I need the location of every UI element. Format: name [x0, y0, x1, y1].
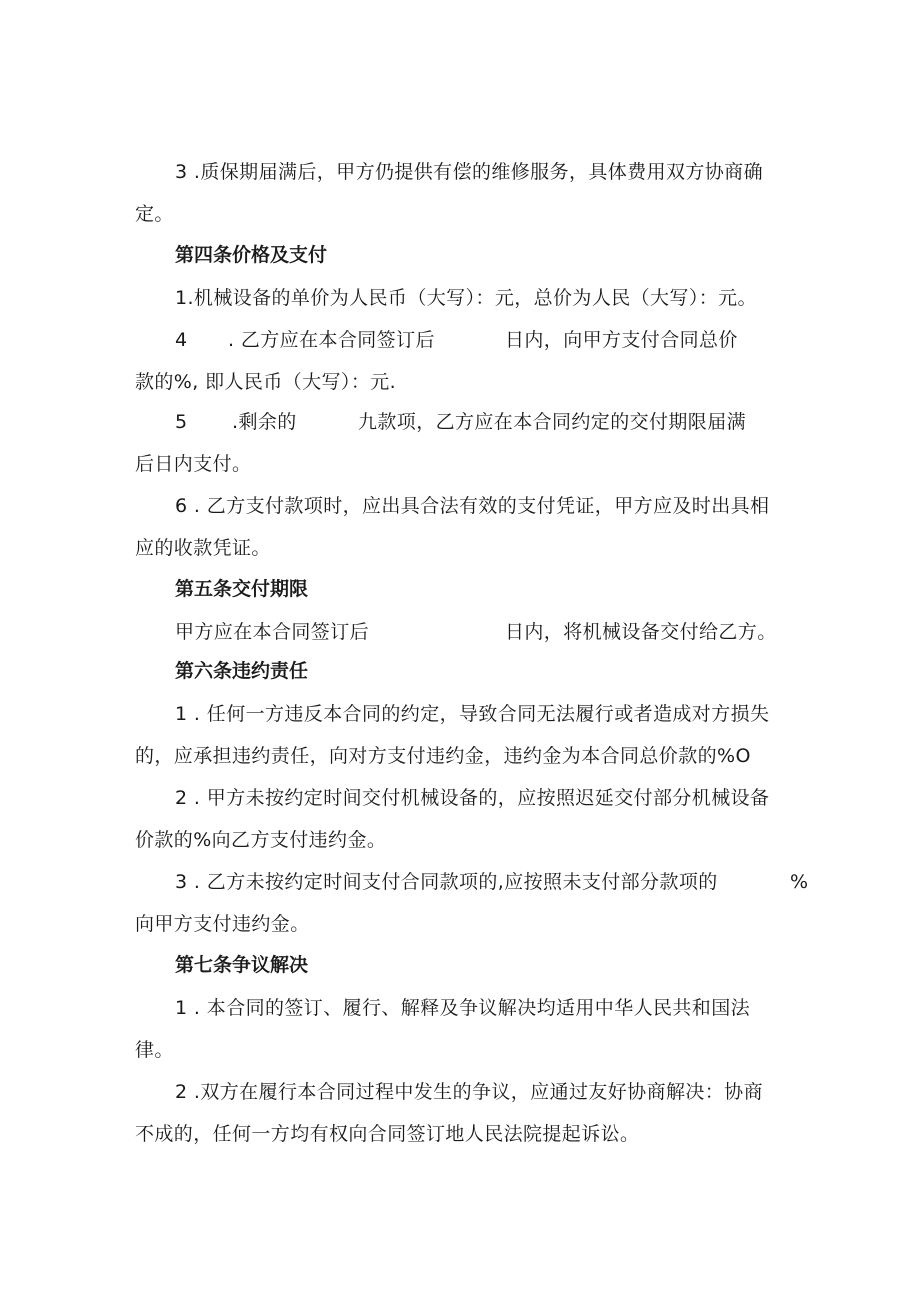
article6-item1-line2: 的，应承担违约责任，向对方支付违约金，违约金为本合同总价款的%O	[135, 745, 751, 767]
article6-item3-text-a: 3 . 乙方未按约定时间支付合同款项的,应按照未支付部分款项的	[175, 871, 718, 893]
article7-item2-line1: 2 .双方在履行本合同过程中发生的争议，应通过友好协商解决：协商	[175, 1081, 763, 1103]
article4-item6-line1: 6 . 乙方支付款项时，应出具合法有效的支付凭证，甲方应及时出具相	[175, 495, 770, 517]
article4-item1: 1.机械设备的单价为人民币（大写）：元，总价为人民（大写）：元。	[175, 287, 757, 309]
article5-text-a: 甲方应在本合同签订后	[175, 621, 370, 643]
article3-item3-line1: 3 .质保期届满后，甲方仍提供有偿的维修服务，具体费用双方协商确	[175, 161, 763, 183]
article7-item1-line2: 律。	[135, 1039, 174, 1061]
article5-text-b: 日内，将机械设备交付给乙方。	[505, 621, 777, 643]
article4-item6-line2: 应的收款凭证。	[135, 537, 271, 559]
article6-item3-line2: 向甲方支付违约金。	[135, 913, 310, 935]
article6-item1-line1: 1 . 任何一方违反本合同的约定，导致合同无法履行或者造成对方损失	[175, 703, 770, 725]
article7-heading: 第七条争议解决	[175, 955, 309, 976]
article4-item4-text-a: . 乙方应在本合同签订后	[228, 329, 435, 351]
article4-item4-text-b: 日内，向甲方支付合同总价	[505, 329, 738, 351]
article7-item1-line1: 1 . 本合同的签订、履行、解释及争议解决均适用中华人民共和国法	[175, 997, 751, 1019]
article4-item4-line2: 款的%, 即人民币（大写）：元.	[135, 371, 397, 393]
article5-heading: 第五条交付期限	[175, 579, 309, 600]
article3-item3-line2: 定。	[135, 203, 174, 225]
article4-item5-text-a: .剩余的	[232, 411, 297, 433]
article6-item3-text-b: %	[790, 871, 809, 893]
article4-item5-number: 5	[175, 411, 188, 433]
article6-heading: 第六条违约责任	[175, 661, 309, 682]
article4-heading: 第四条价格及支付	[175, 245, 328, 266]
article6-item2-line2: 价款的%向乙方支付违约金。	[135, 829, 387, 851]
article4-item5-text-b: 九款项，乙方应在本合同约定的交付期限届满	[358, 411, 747, 433]
article7-item2-line2: 不成的，任何一方均有权向合同签订地人民法院提起诉讼。	[135, 1123, 640, 1145]
article4-item5-line2: 后日内支付。	[135, 453, 252, 475]
article6-item2-line1: 2 . 甲方未按约定时间交付机械设备的，应按照迟延交付部分机械设备	[175, 787, 770, 809]
article4-item4-number: 4	[175, 329, 188, 351]
